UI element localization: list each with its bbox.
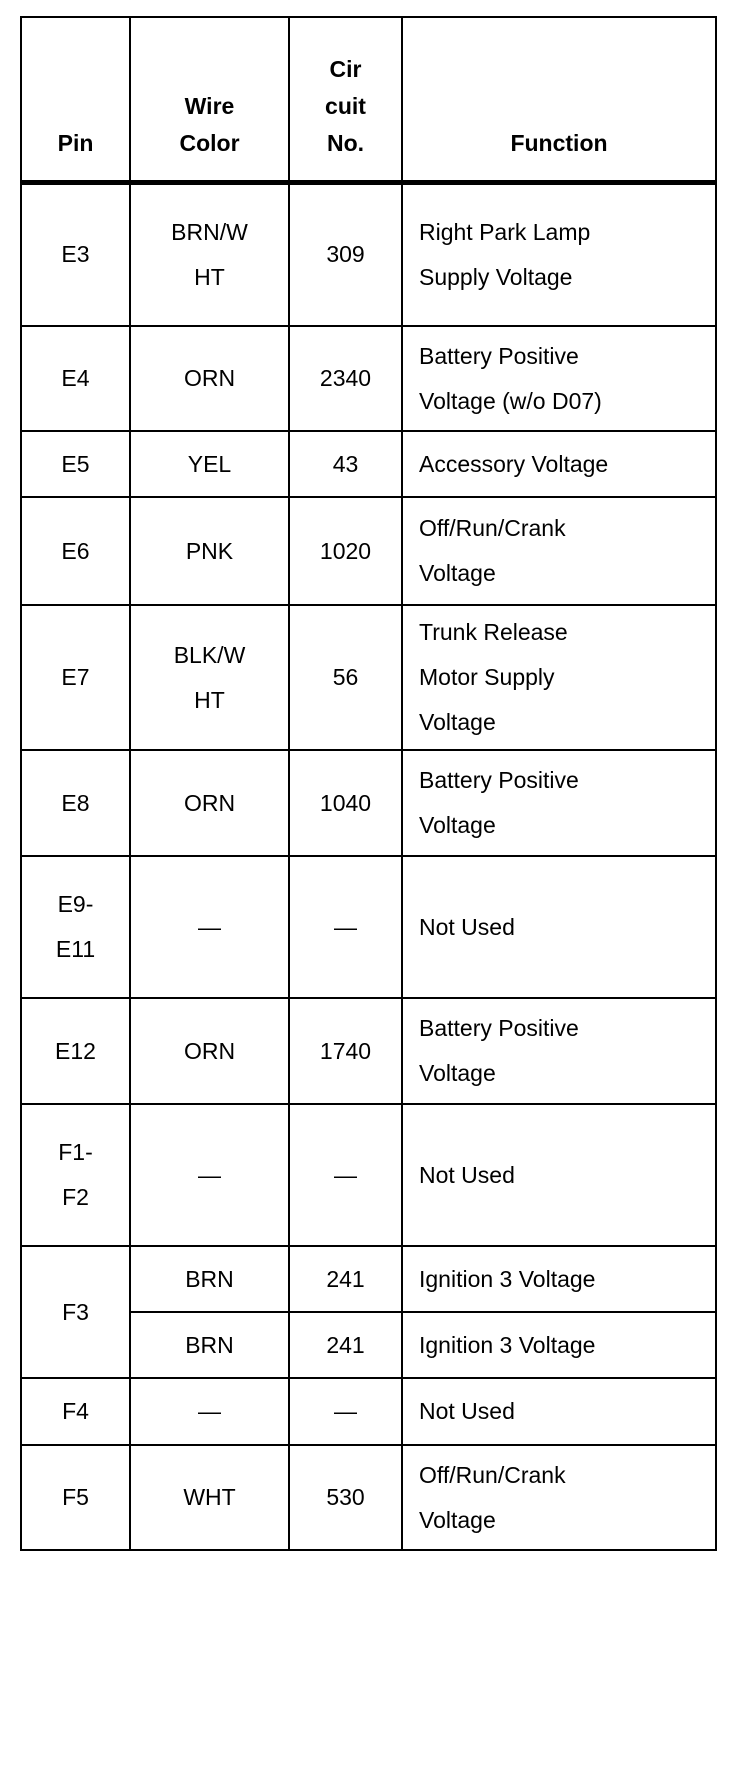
- wire-color-cell: WHT: [130, 1445, 289, 1550]
- pin-cell: E9- E11: [21, 856, 130, 998]
- function-cell: Not Used: [402, 1378, 716, 1445]
- circuit-cell: 43: [289, 431, 402, 497]
- wire-color-cell: —: [130, 1378, 289, 1445]
- circuit-cell: 530: [289, 1445, 402, 1550]
- table-row: [21, 431, 716, 497]
- function-cell: Battery Positive Voltage: [402, 998, 716, 1104]
- table-header: [21, 17, 716, 182]
- circuit-cell: —: [289, 856, 402, 998]
- function-cell: Battery Positive Voltage: [402, 750, 716, 856]
- circuit-cell: 1740: [289, 998, 402, 1104]
- header-circuit-no: Cir cuit No.: [289, 17, 402, 182]
- pin-cell: F1- F2: [21, 1104, 130, 1246]
- pin-cell: E6: [21, 497, 130, 605]
- table-row: [21, 1378, 716, 1445]
- circuit-cell: 1020: [289, 497, 402, 605]
- table-row: [21, 326, 716, 431]
- function-cell: Battery Positive Voltage (w/o D07): [402, 326, 716, 431]
- function-cell: Right Park Lamp Supply Voltage: [402, 182, 716, 326]
- wire-color-cell: —: [130, 1104, 289, 1246]
- circuit-cell: 56: [289, 605, 402, 750]
- table-row: [21, 1104, 716, 1246]
- connector-pinout-table: [20, 16, 717, 1551]
- pin-cell: F3: [21, 1246, 130, 1378]
- pin-cell: E4: [21, 326, 130, 431]
- table-row: [21, 856, 716, 998]
- circuit-cell: —: [289, 1378, 402, 1445]
- wire-color-cell: ORN: [130, 750, 289, 856]
- pin-cell: E8: [21, 750, 130, 856]
- function-cell: Ignition 3 Voltage: [402, 1246, 716, 1312]
- table-row: [21, 497, 716, 605]
- header-pin: Pin: [21, 17, 130, 182]
- function-cell: Trunk Release Motor Supply Voltage: [402, 605, 716, 750]
- pin-cell: F4: [21, 1378, 130, 1445]
- wire-color-cell: PNK: [130, 497, 289, 605]
- function-cell: Off/Run/Crank Voltage: [402, 1445, 716, 1550]
- table-row: [21, 182, 716, 326]
- table-row: [21, 1445, 716, 1550]
- circuit-cell: 2340: [289, 326, 402, 431]
- wire-color-cell: BLK/W HT: [130, 605, 289, 750]
- wire-color-cell: BRN: [130, 1246, 289, 1312]
- table-row: [21, 998, 716, 1104]
- wire-color-cell: YEL: [130, 431, 289, 497]
- function-cell: Not Used: [402, 856, 716, 998]
- pin-cell: E12: [21, 998, 130, 1104]
- function-cell: Accessory Voltage: [402, 431, 716, 497]
- function-cell: Not Used: [402, 1104, 716, 1246]
- wire-color-cell: ORN: [130, 998, 289, 1104]
- header-wire-color: Wire Color: [130, 17, 289, 182]
- table-row: [21, 605, 716, 750]
- circuit-cell: 1040: [289, 750, 402, 856]
- pin-cell: E7: [21, 605, 130, 750]
- table-row: [21, 750, 716, 856]
- table-body: [21, 182, 716, 1550]
- wire-color-cell: BRN/W HT: [130, 182, 289, 326]
- pin-cell: E5: [21, 431, 130, 497]
- header-function: Function: [402, 17, 716, 182]
- wire-color-cell: —: [130, 856, 289, 998]
- circuit-cell: 241: [289, 1312, 402, 1378]
- function-cell: Off/Run/Crank Voltage: [402, 497, 716, 605]
- pin-cell: F5: [21, 1445, 130, 1550]
- circuit-cell: —: [289, 1104, 402, 1246]
- function-cell: Ignition 3 Voltage: [402, 1312, 716, 1378]
- table-row: [21, 1246, 716, 1312]
- header-row: [21, 17, 716, 182]
- wire-color-cell: BRN: [130, 1312, 289, 1378]
- circuit-cell: 241: [289, 1246, 402, 1312]
- wire-color-cell: ORN: [130, 326, 289, 431]
- pin-cell: E3: [21, 182, 130, 326]
- circuit-cell: 309: [289, 182, 402, 326]
